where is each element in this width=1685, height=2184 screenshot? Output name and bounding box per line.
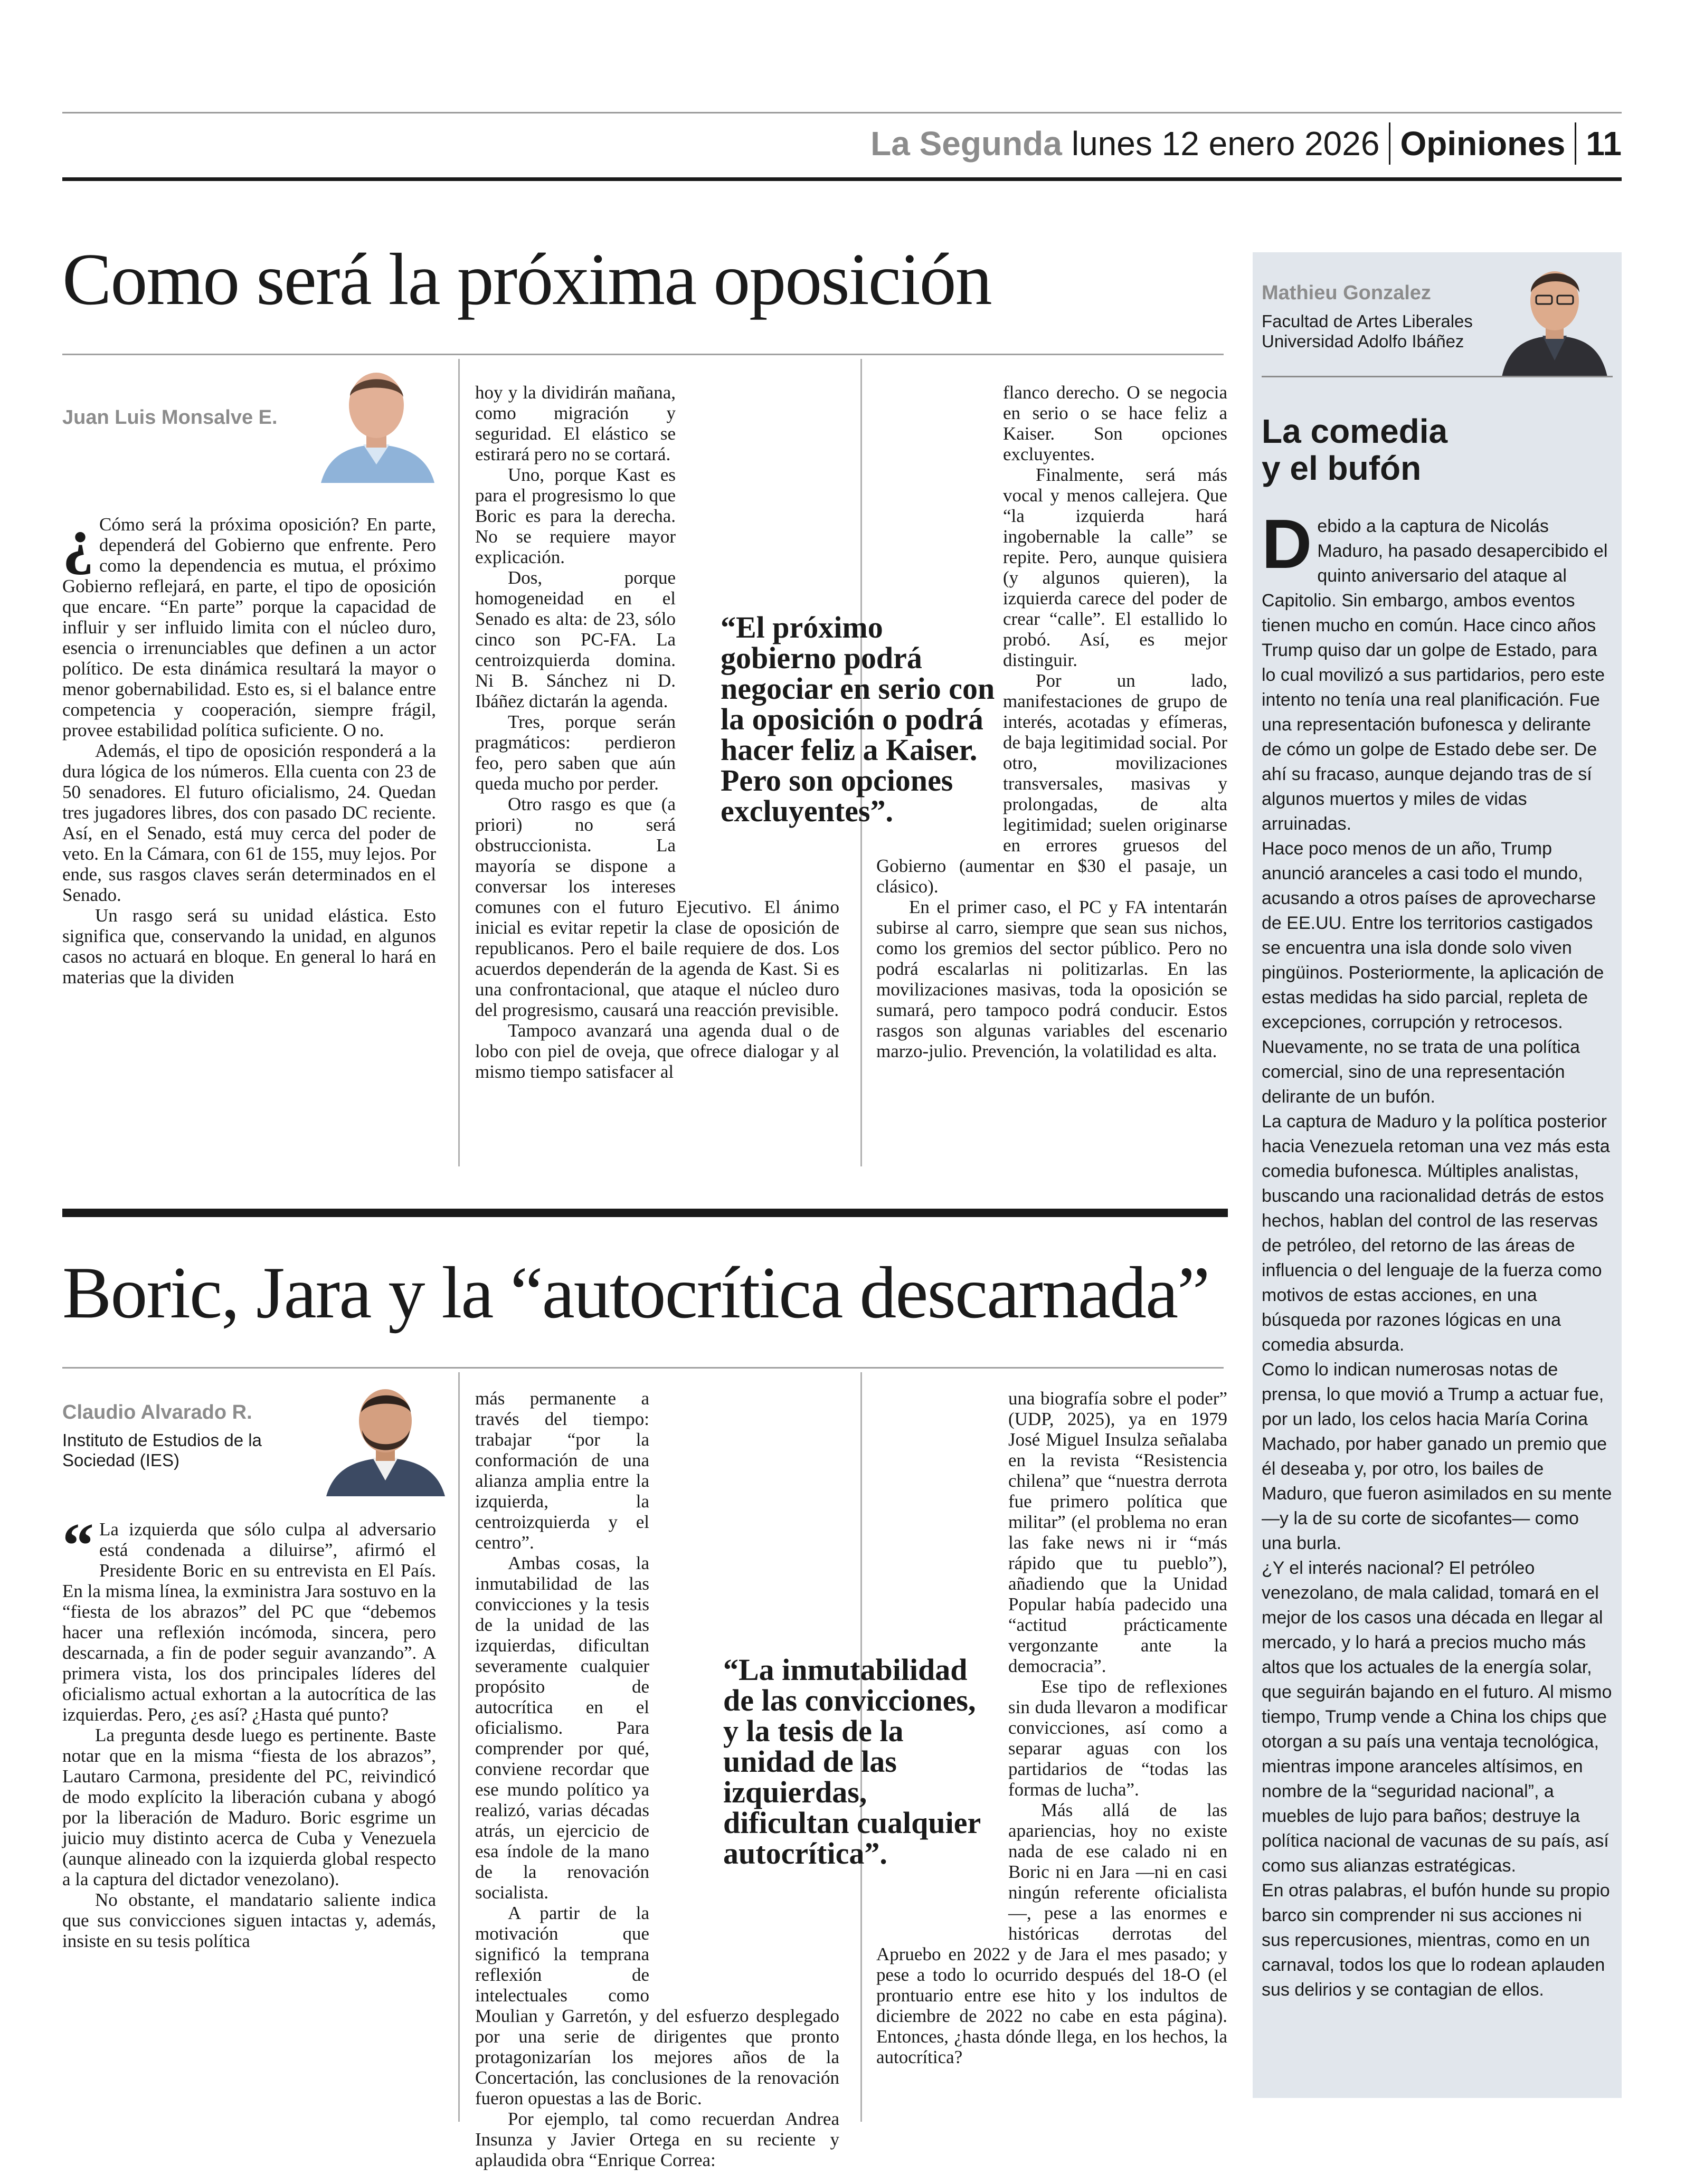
- paragraph: A partir de la motivación que significó la temprana reflexión de intelectuales como Moulian y Garretón, y del esfuerzo desplegado por una serie de dirigentes que pronto protagonizarían los mejores años de la Concertación, las conclusiones de la renovación fueron opuestas a las de Boric.: [475, 1903, 839, 2109]
- sidebar-rule: [1262, 376, 1613, 377]
- paragraph: Por ejemplo, tal como recuerdan Andrea Insunza y Javier Ortega en su reciente y aplaudida obra “Enrique Correa:: [475, 2109, 839, 2170]
- paragraph: Además, el tipo de oposición responderá a la dura lógica de los números. Ella cuenta con 23 de 50 senadores. El futuro oficialismo, 24. Quedan tres jugadores libres, dos con pasado DC reciente. Así, en el Senado, está muy cerca del poder de veto. En la Cámara, con 61 de 155, muy lejos. Por ende, sus rasgos claves serán determinados en el Senado.: [62, 740, 436, 905]
- column-rule: [458, 1372, 460, 2122]
- masthead: [870, 117, 1622, 170]
- article2-pull-quote: “La inmutabilidad de las convicciones, y la tesis de la unidad de las izquierdas, dificultan cualquier autocrítica”.: [723, 1653, 981, 1870]
- paragraph: No obstante, el mandatario saliente indica que sus convicciones siguen intactas y, además, insiste en su tesis política: [62, 1889, 436, 1951]
- sidebar-author: Mathieu Gonzalez: [1262, 282, 1431, 304]
- article1-rule: [62, 354, 1224, 355]
- paragraph: Más allá de las apariencias, hoy no existe nada de ese calado ni en Boric ni en Jara —ni en casi ningún referente oficialista—, pese a las enormes e históricas derrotas del Apruebo en 2022 y de Jara el mes pasado; y pese a todo lo ocurrido después del 18-O (el prontuario entre ese hito y los indultos de diciembre de 2022 no cabe en esta página). Entonces, ¿hasta dónde llega, en los hechos, la autocrítica?: [876, 1800, 1227, 2067]
- article1-author-portrait: [300, 359, 453, 483]
- sidebar-headline: La comedia y el bufón: [1262, 412, 1448, 487]
- paragraph: La izquierda que sólo culpa al adversario está condenada a diluirse”, afirmó el Presidente Boric en su entrevista en El País. En la misma línea, la exministra Jara sostuvo en la “fiesta de los abrazos” del PC que “debemos hacer una reflexión incómoda, sincera, pero descarnada, a fin de poder seguir avanzando”. A primera vista, los dos principales líderes del oficialismo actual exhortan a la autocrítica de las izquierdas. Pero, ¿es así? ¿Hasta qué punto?: [62, 1519, 436, 1725]
- drop-cap: D: [1262, 505, 1312, 583]
- sidebar-affiliation: Facultad de Artes Liberales Universidad Adolfo Ibáñez: [1262, 311, 1473, 351]
- sidebar-body: [1262, 505, 1613, 2002]
- masthead-separator: [1575, 122, 1576, 165]
- masthead-bottom-rule: [62, 177, 1622, 181]
- paragraph: Como lo indican numerosas notas de prensa, lo que movió a Trump a actuar fue, por un lado, los celos hacia María Corina Machado, por haber ganado un premio que él deseaba y, por otro, los bailes de Maduro, que fueron asimilados en su mente —y la de su corte de sicofantes— como una burla.: [1262, 1360, 1612, 1553]
- article2-headline: Boric, Jara y la “autocrítica descarnada”: [62, 1252, 1209, 1334]
- opening-quote-drop-cap: “: [62, 1510, 94, 1580]
- masthead-top-rule: [62, 112, 1622, 113]
- paragraph: En el primer caso, el PC y FA intentarán subirse al carro, siempre que sean sus nichos, como los gremios del sector público. Pero no podrá escalarlas ni politizarlas. En las movilizaciones masivas, toda la oposición se sumará, pero tampoco podrá conducir. Estos rasgos son algunas variables del escenario marzo-julio. Prevención, la volatilidad es alta.: [876, 897, 1227, 1061]
- paragraph: Otro rasgo es que (a priori) no será obstruccionista. La mayoría se dispone a conversar los intereses comunes con el futuro Ejecutivo. El ánimo inicial es evitar repetir la clase de oposición de republicanos. Pero el baile requiere de dos. Los acuerdos dependerán de la agenda de Kast. Si es una confrontacional, que ataque el núcleo duro del progresismo, causará una reacción previsible.: [475, 794, 839, 1020]
- paragraph: hoy y la dividirán mañana, como migración y seguridad. El elástico se estirará pero no se cortará.: [475, 382, 676, 464]
- paragraph: Por un lado, manifestaciones de grupo de interés, acotadas y efímeras, de baja legitimidad social. Por otro, movilizaciones transversales, masivas y prolongadas, de alta legitimidad; suelen originarse en errores gruesos del Gobierno (aumentar en $30 el pasaje, un clásico).: [876, 670, 1227, 897]
- article2-affiliation: Instituto de Estudios de la Sociedad (IES): [62, 1430, 262, 1470]
- article2-column-1: [62, 1510, 436, 1951]
- paragraph: La pregunta desde luego es pertinente. Baste notar que en la misma “fiesta de los abrazos”, Lautaro Carmona, presidente del PC, reivindicó de modo explícito la liberación cubana y abogó por la liberación de Maduro. Boric esgrime un juicio muy distinto acerca de Cuba y Venezuela (aunque alineado con la izquierda global respecto a la captura del dictador venezolano).: [62, 1725, 436, 1889]
- article-divider: [62, 1209, 1228, 1217]
- sidebar-author-portrait: [1499, 252, 1610, 377]
- paragraph: más permanente a través del tiempo: trabajar “por la conformación de una alianza amplia entre la izquierda, la centroizquierda y el centro”.: [475, 1388, 649, 1553]
- paragraph: La captura de Maduro y la política posterior hacia Venezuela retoman una vez más esta comedia bufonesca. Múltiples analistas, buscando una racionalidad detrás de estos hechos, hablan del control de las reservas de petróleo, del retorno de las áreas de influencia o del lenguaje de la fuerza como motivos de estas acciones, en una búsqueda por razones lógicas en una comedia absurda.: [1262, 1112, 1610, 1355]
- paragraph: Tampoco avanzará una agenda dual o de lobo con piel de oveja, que ofrece dialogar y al mismo tiempo satisfacer al: [475, 1020, 839, 1082]
- paragraph: Uno, porque Kast es para el progresismo lo que Boric es para la derecha. No se requiere mayor explicación.: [475, 464, 676, 567]
- paragraph: Cómo será la próxima oposición? En parte, dependerá del Gobierno que enfrente. Pero como la dependencia es mutua, el próximo Gobierno reflejará, en parte, el tipo de oposición que encare. “En parte” porque la capacidad de influir y ser influido limita con el núcleo duro, esencia o irrenunciables que definen a un actor político. De esta dinámica resultará la mayor o menor gobernabilidad. Esto es, si el balance entre competencia y cooperación, siempre frágil, provee estabilidad política suficiente. O no.: [62, 514, 436, 740]
- paragraph: Un rasgo será su unidad elástica. Esto significa que, conservando la unidad, en algunos casos no actuará en bloque. En general lo hará en materias que la dividen: [62, 905, 436, 987]
- section-name: Opiniones: [1400, 125, 1566, 163]
- paragraph: ¿Y el interés nacional? El petróleo venezolano, de mala calidad, tomará en el mejor de los casos una década en llegar al mercado, y lo hará a precios mucho más altos que los actuales de la energía solar, que seguirán bajando en el futuro. Al mismo tiempo, Trump vende a China los chips que otorgan a su país una ventaja tecnológica, mientras impone aranceles altísimos, en nombre de la “seguridad nacional”, a muebles de lujo para baños; destruye la política nacional de vacunas de su país, así como sus alianzas estratégicas.: [1262, 1558, 1612, 1876]
- article1-column-1: [62, 505, 436, 987]
- paragraph: Hace poco menos de un año, Trump anunció aranceles a casi todo el mundo, acusando a otros países de aprovecharse de EE.UU. Entre los territorios castigados se encuentra una isla donde solo viven pingüinos. Posteriormente, la aplicación de estas medidas ha sido parcial, repleta de excepciones, corrupción y retrocesos. Nuevamente, no se trata de una política comercial, sino de una representación delirante de un bufón.: [1262, 839, 1604, 1107]
- article2-author: Claudio Alvarado R.: [62, 1401, 252, 1423]
- paragraph: Dos, porque homogeneidad en el Senado es alta: de 23, sólo cinco son PC-FA. La centroizquierda domina. Ni B. Sánchez ni D. Ibáñez dictarán la agenda.: [475, 567, 676, 711]
- paragraph: Tres, porque serán pragmáticos: perdieron feo, pero saben que aún queda mucho por perder.: [475, 711, 676, 794]
- masthead-separator: [1389, 122, 1390, 165]
- paragraph: Ambas cosas, la inmutabilidad de las convicciones y la tesis de la unidad de las izquierdas, dificultan severamente cualquier propósito de autocrítica en el oficialismo. Para comprender por qué, conviene recordar que ese mundo político ya realizó, varias décadas atrás, un ejercicio de esa índole de la mano de la renovación socialista.: [475, 1553, 649, 1903]
- paragraph: flanco derecho. O se negocia en serio o se hace feliz a Kaiser. Son opciones excluyentes.: [1003, 382, 1227, 464]
- article1-author: Juan Luis Monsalve E.: [62, 406, 278, 429]
- paragraph: Ese tipo de reflexiones sin duda llevaron a modificar convicciones, así como a separar aguas con los partidarios de “todas las formas de lucha”.: [1008, 1676, 1227, 1800]
- article2-rule: [62, 1367, 1224, 1369]
- inverted-question-drop-cap: ¿: [62, 505, 94, 575]
- article2-author-portrait: [310, 1378, 461, 1496]
- article1-pull-quote: “El próximo gobierno podrá negociar en serio con la oposición o podrá hacer feliz a Kaiser. Pero son opciones excluyentes”.: [721, 610, 995, 828]
- publication-name: La Segunda: [870, 125, 1062, 163]
- paragraph: En otras palabras, el bufón hunde su propio barco sin comprender ni sus acciones ni sus repercusiones, mientras, como en un carnaval, todos los que lo rodean aplauden sus delirios y se contagian de ellos.: [1262, 1881, 1610, 2000]
- issue-date: lunes 12 enero 2026: [1071, 125, 1380, 163]
- article1-headline: Como será la próxima oposición: [62, 239, 991, 320]
- paragraph: Finalmente, será más vocal y menos callejera. Que “la izquierda hará ingobernable la calle” se repite. Pero, aunque quisiera (y algunos quieren), la izquierda carece del poder de crear “calle”. El estallido lo probó. Así, es mejor distinguir.: [1003, 464, 1227, 670]
- page-number: 11: [1586, 125, 1622, 163]
- paragraph: una biografía sobre el poder” (UDP, 2025), ya en 1979 José Miguel Insulza señalaba en la revista “Resistencia chilena” que “nuestra derrota fue primero política que militar” (el problema no eran las fake news ni ir “más rápido que tu pueblo”), añadiendo que la Unidad Popular había padecido una “actitud prácticamente vergonzante ante la democracia”.: [1008, 1388, 1227, 1676]
- paragraph: ebido a la captura de Nicolás Maduro, ha pasado desapercibido el quinto aniversario del ataque al Capitolio. Sin embargo, ambos eventos tienen mucho en común. Hace cinco años Trump quiso dar un golpe de Estado, para lo cual movilizó a sus partidarios, pero este intento no tenía una real planificación. Fue una representación bufonesca y delirante de cómo un golpe de Estado debe ser. De ahí su fracaso, aunque dejando tras de sí algunos muertos y miles de vidas arruinadas.: [1262, 516, 1608, 834]
- column-rule: [458, 359, 460, 1166]
